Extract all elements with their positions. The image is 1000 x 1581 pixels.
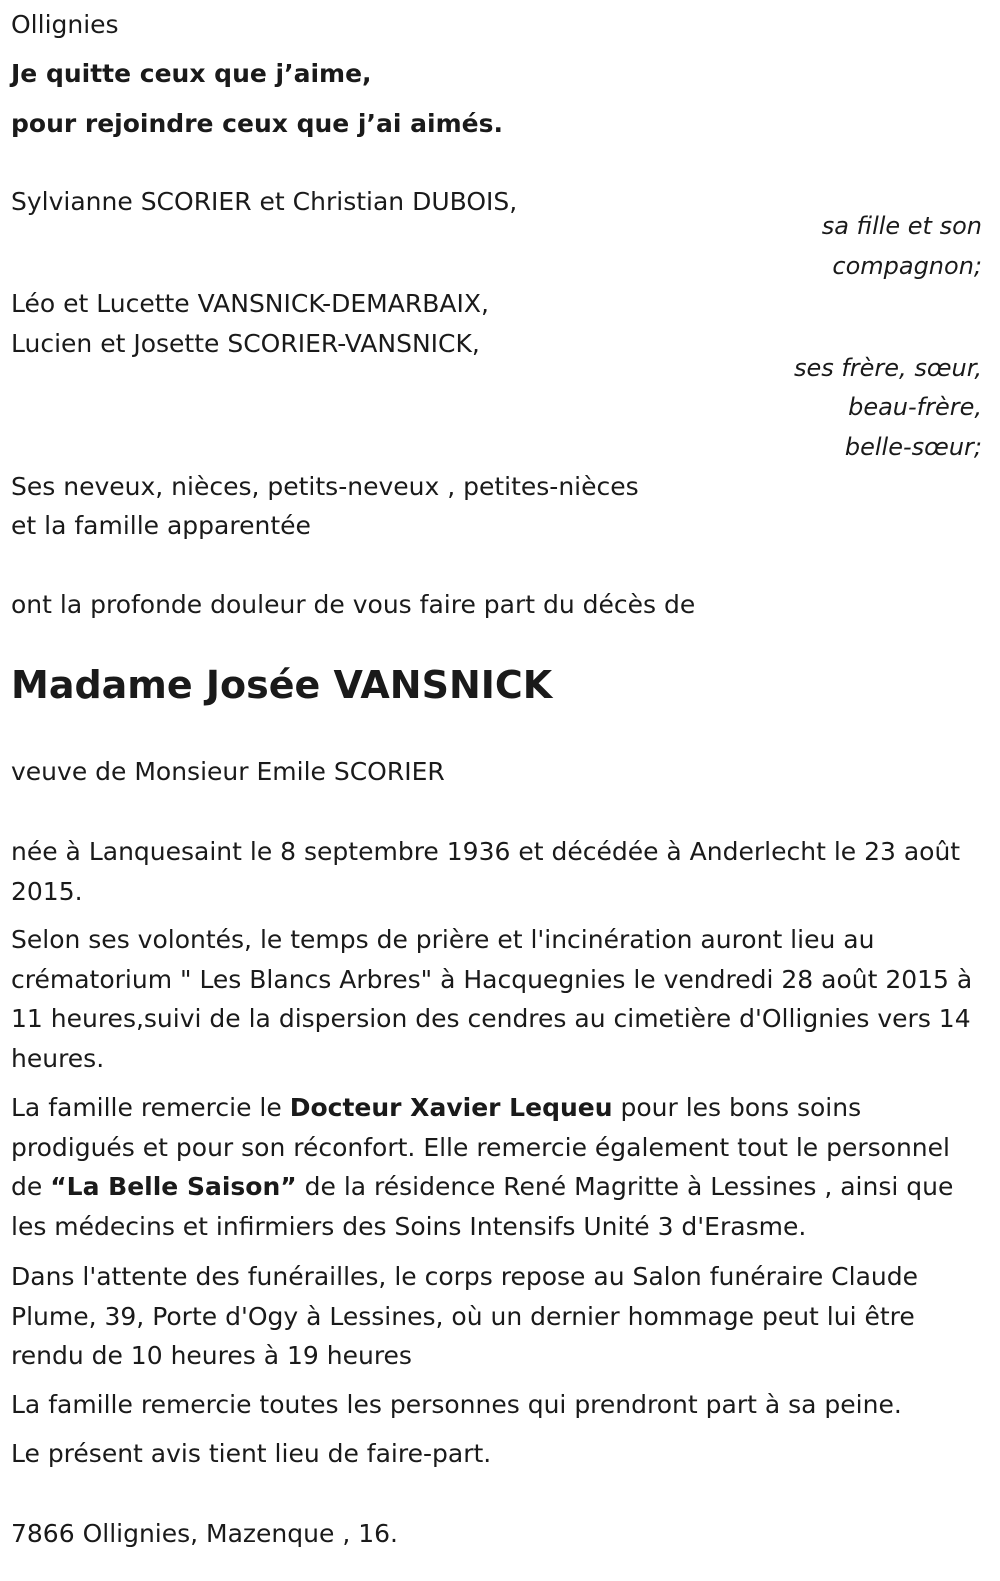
others-line-1: Ses neveux, nièces, petits-neveux , petites-nièces bbox=[11, 472, 639, 501]
daughter-relation-line-2: compagnon; bbox=[832, 252, 982, 280]
thanks-text-1: La famille remercie le bbox=[11, 1093, 290, 1122]
announcement: ont la profonde douleur de vous faire part du décès de bbox=[11, 590, 696, 619]
daughter-names: Sylvianne SCORIER et Christian DUBOIS, bbox=[11, 187, 518, 216]
siblings-names-line-1: Léo et Lucette VANSNICK-DEMARBAIX, bbox=[11, 289, 489, 318]
siblings-relation-line-2: beau-frère, bbox=[848, 393, 982, 421]
quote-line-2: pour rejoindre ceux que j’ai aimés. bbox=[11, 109, 503, 138]
thanks-paragraph bbox=[11, 1088, 986, 1246]
daughter-relation-line-1: sa fille et son bbox=[821, 212, 982, 240]
viewing-paragraph: Dans l'attente des funérailles, le corps repose au Salon funéraire Claude Plume, 39, Porte d'Ogy à Lessines, où un dernier hommage peut lui être rendu de 10 heures à 19 heures bbox=[11, 1262, 918, 1370]
siblings-relation-line-1: ses frère, sœur, bbox=[793, 354, 982, 382]
quote-line-1: Je quitte ceux que j’aime, bbox=[11, 59, 372, 88]
doctor-name: Docteur Xavier Lequeu bbox=[289, 1093, 613, 1122]
place-header: Ollignies bbox=[11, 10, 119, 39]
notice-paragraph: Le présent avis tient lieu de faire-part. bbox=[11, 1439, 492, 1468]
widow-of: veuve de Monsieur Emile SCORIER bbox=[11, 757, 445, 786]
thanks-text-3: de la résidence René Magritte à Lessines , ainsi que les médecins et infirmiers des Soins Intensifs Unité 3 d'Erasme. bbox=[11, 1172, 954, 1241]
address: 7866 Ollignies, Mazenque , 16. bbox=[11, 1519, 398, 1548]
thanks-all-paragraph: La famille remercie toutes les personnes qui prendront part à sa peine. bbox=[11, 1390, 902, 1419]
others-line-2: et la famille apparentée bbox=[11, 511, 311, 540]
siblings-names-line-2: Lucien et Josette SCORIER-VANSNICK, bbox=[11, 329, 480, 358]
birth-death-paragraph: née à Lanquesaint le 8 septembre 1936 et décédée à Anderlecht le 23 août 2015. bbox=[11, 837, 961, 906]
thanks-text-2: pour les bons soins prodigués et pour son réconfort. Elle remercie également tout le personnel de bbox=[11, 1093, 950, 1201]
deceased-name: Madame Josée VANSNICK bbox=[11, 663, 553, 707]
residence-name: “La Belle Saison” bbox=[50, 1172, 297, 1201]
ceremony-paragraph: Selon ses volontés, le temps de prière et l'incinération auront lieu au crématorium " Les Blancs Arbres" à Hacquegnies le vendredi 28 août 2015 à 11 heures,suivi de la dispersion des cendres au cimetière d'Ollignies vers 14 heures. bbox=[11, 925, 973, 1073]
siblings-relation-line-3: belle-sœur; bbox=[844, 433, 982, 461]
